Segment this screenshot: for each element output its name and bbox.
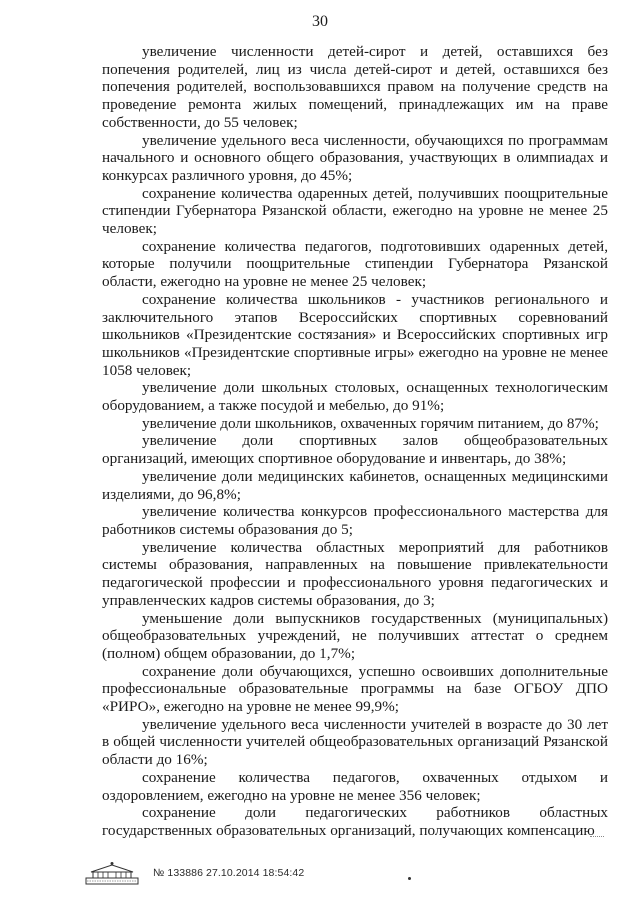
paragraph: сохранение количества школьников - участников регионального и заключительного этапов Всероссийских спортивных соревнований школьников «Президентские состязания» и Всероссийских спортивных игр школьников «Президентские спортивные игры» ежегодно на уровне не менее 1058 человек; — [102, 290, 608, 379]
page-number: 30 — [312, 13, 328, 30]
paragraph: уменьшение доли выпускников государственных (муниципальных) общеобразовательных учреждений, не получивших аттестат о среднем (полном) общем образовании, до 1,7%; — [102, 609, 608, 662]
paragraph: увеличение количества областных мероприятий для работников системы образования, направленных на повышение привлекательности педагогической профессии и профессионального уровня педагогических и управленческих кадров системы образования, до 3; — [102, 538, 608, 609]
paragraph: сохранение доли обучающихся, успешно освоивших дополнительные профессиональные образовательные программы на базе ОГБОУ ДПО «РИРО», ежегодно на уровне не менее 99,9%; — [102, 662, 608, 716]
building-stamp-icon — [85, 861, 139, 885]
paragraph: увеличение удельного веса численности учителей в возрасте до 30 лет в общей численности учителей общеобразовательных организаций Рязанской области до 16%; — [102, 715, 608, 769]
paragraph: сохранение количества педагогов, подготовивших одаренных детей, которые получили поощрительные стипендии Губернатора Рязанской области, ежегодно на уровне не менее 25 человек; — [102, 237, 608, 291]
document-body — [102, 43, 608, 840]
paragraph: увеличение доли медицинских кабинетов, оснащенных медицинскими изделиями, до 96,8%; — [102, 467, 608, 503]
paragraph: увеличение доли школьников, охваченных горячим питанием, до 87%; — [142, 414, 599, 432]
paragraph: сохранение доли педагогических работников областных государственных образовательных организаций, получающих компенсацию — [102, 804, 608, 839]
paragraph: сохранение количества педагогов, охваченных отдыхом и оздоровлением, ежегодно на уровне не менее 356 человек; — [102, 768, 608, 804]
scan-artifact-dot — [408, 877, 411, 880]
paragraph: сохранение количества одаренных детей, получивших поощрительные стипендии Губернатора Рязанской области, ежегодно на уровне не менее 25 человек; — [102, 184, 608, 238]
paragraph: увеличение количества конкурсов профессионального мастерства для работников системы образования до 5; — [102, 503, 608, 538]
scan-artifact — [590, 836, 604, 839]
paragraph: увеличение доли школьных столовых, оснащенных технологическим оборудованием, а также посудой и мебелью, до 91%; — [102, 379, 608, 415]
paragraph: увеличение численности детей-сирот и детей, оставшихся без попечения родителей, лиц из числа детей-сирот и детей, оставшихся без попечения родителей, воспользовавшихся правом на получение средств на проведение ремонта жилых помещений, принадлежащих им на праве собственности, до 55 человек; — [102, 43, 608, 131]
paragraph: увеличение доли спортивных залов общеобразовательных организаций, имеющих спортивное оборудование и инвентарь, до 38%; — [102, 432, 608, 468]
paragraph: увеличение удельного веса численности, обучающихся по программам начального и основного общего образования, участвующих в олимпиадах и конкурсах различного уровня, до 45%; — [102, 131, 608, 184]
document-registration-id: № 133886 27.10.2014 18:54:42 — [153, 867, 305, 879]
document-footer — [85, 861, 304, 885]
